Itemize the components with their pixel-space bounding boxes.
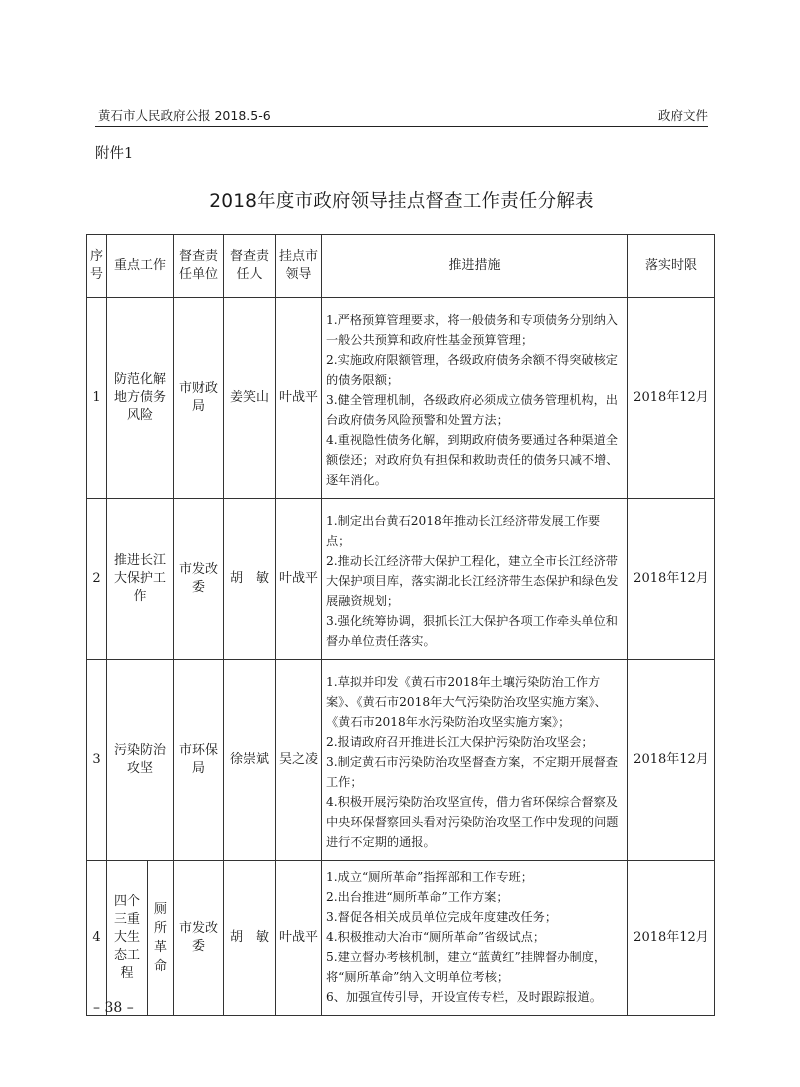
measure-item: 6、加强宣传引导，开设宣传专栏，及时跟踪报道。 — [326, 990, 602, 1004]
header-resp-unit: 督查责任单位 — [174, 235, 224, 298]
attachment-label: 附件1 — [95, 146, 134, 162]
measure-item: 4.积极开展污染防治攻坚宣传，借力省环保综合督察及中央环保督察回头看对污染防治攻坚工作中发现的问题进行不定期的通报。 — [326, 795, 619, 849]
row-leader: 叶战平 — [276, 499, 322, 660]
header-deadline: 落实时限 — [628, 235, 715, 298]
row-index: 1 — [87, 298, 107, 499]
row-key-work: 推进长江大保护工作 — [107, 499, 174, 660]
measure-item: 3.督促各相关成员单位完成年度建改任务； — [326, 910, 558, 924]
measure-item: 1.制定出台黄石2018年推动长江经济带发展工作要点； — [326, 514, 601, 548]
row-leader: 吴之凌 — [276, 660, 322, 861]
row-measures — [322, 861, 628, 1016]
row-leader: 叶战平 — [276, 298, 322, 499]
row-resp-unit: 市发改委 — [174, 499, 224, 660]
measure-item: 2.报请政府召开推进长江大保护污染防治攻坚会； — [326, 735, 594, 749]
measure-item: 4.重视隐性债务化解，到期政府债务要通过各种渠道全额偿还；对政府负有担保和救助责任的债务只减不增、逐年消化。 — [326, 433, 619, 487]
measure-item: 3.强化统筹协调，狠抓长江大保护各项工作牵头单位和督办单位责任落实。 — [326, 614, 618, 648]
page-header — [95, 108, 708, 124]
table-row — [87, 861, 715, 1016]
page-number: – 38 – — [93, 1000, 134, 1016]
row-resp-unit: 市发改委 — [174, 861, 224, 1016]
header-key-work: 重点工作 — [107, 235, 174, 298]
header-resp-person: 督查责任人 — [224, 235, 276, 298]
table-row — [87, 499, 715, 660]
measure-item: 4.积极推动大冶市“厕所革命”省级试点； — [326, 930, 546, 944]
measure-item: 2.推动长江经济带大保护工程化，建立全市长江经济带大保护项目库，落实湖北长江经济带生态保护和绿色发展融资规划； — [326, 554, 619, 608]
row-deadline: 2018年12月 — [628, 499, 715, 660]
row-index: 2 — [87, 499, 107, 660]
row-measures — [322, 499, 628, 660]
row-resp-person: 徐崇斌 — [224, 660, 276, 861]
measure-item: 2.实施政府限额管理，各级政府债务余额不得突破核定的债务限额； — [326, 353, 618, 387]
row-resp-unit: 市财政局 — [174, 298, 224, 499]
row-index: 4 — [87, 861, 107, 1016]
key-work-subitem: 厕所革命 — [153, 902, 167, 974]
header-leader: 挂点市领导 — [276, 235, 322, 298]
row-deadline: 2018年12月 — [628, 861, 715, 1016]
row-resp-person: 胡 敏 — [224, 499, 276, 660]
responsibility-table — [86, 234, 715, 1016]
row-resp-person: 姜笑山 — [224, 298, 276, 499]
measure-item: 1.严格预算管理要求，将一般债务和专项债务分别纳入一般公共预算和政府性基金预算管理； — [326, 313, 618, 347]
row-key-work — [107, 861, 174, 1016]
header-divider — [95, 126, 708, 127]
row-deadline: 2018年12月 — [628, 660, 715, 861]
measure-item: 2.出台推进“厕所革命”工作方案； — [326, 890, 509, 904]
measure-item: 1.草拟并印发《黄石市2018年土壤污染防治工作方案》、《黄石市2018年大气污染防治攻坚实施方案》、《黄石市2018年水污染防治攻坚实施方案》； — [326, 675, 607, 729]
table-row — [87, 660, 715, 861]
row-measures — [322, 660, 628, 861]
row-resp-unit: 市环保局 — [174, 660, 224, 861]
header-index: 序号 — [87, 235, 107, 298]
document-title: 2018年度市政府领导挂点督查工作责任分解表 — [209, 191, 594, 212]
measure-item: 5.建立督办考核机制，建立“蓝黄红”挂牌督办制度，将“厕所革命”纳入文明单位考核； — [326, 950, 607, 984]
row-index: 3 — [87, 660, 107, 861]
section-label: 政府文件 — [657, 108, 708, 123]
measure-item: 3.健全管理机制，各级政府必须成立债务管理机构，出台政府债务风险预警和处置方法； — [326, 393, 618, 427]
table-row — [87, 298, 715, 499]
key-work-category: 四个三重大生态工程 — [107, 861, 148, 1015]
measure-item: 1.成立“厕所革命”指挥部和工作专班； — [326, 870, 533, 884]
publication-info: 黄石市人民政府公报 2018.5-6 — [98, 108, 271, 123]
table-header-row — [87, 235, 715, 298]
row-deadline: 2018年12月 — [628, 298, 715, 499]
measure-item: 3.制定黄石市污染防治攻坚督查方案，不定期开展督查工作； — [326, 755, 618, 789]
header-measures: 推进措施 — [322, 235, 628, 298]
row-measures — [322, 298, 628, 499]
row-resp-person: 胡 敏 — [224, 861, 276, 1016]
row-leader: 叶战平 — [276, 861, 322, 1016]
row-key-work: 防范化解地方债务风险 — [107, 298, 174, 499]
row-key-work: 污染防治攻坚 — [107, 660, 174, 861]
